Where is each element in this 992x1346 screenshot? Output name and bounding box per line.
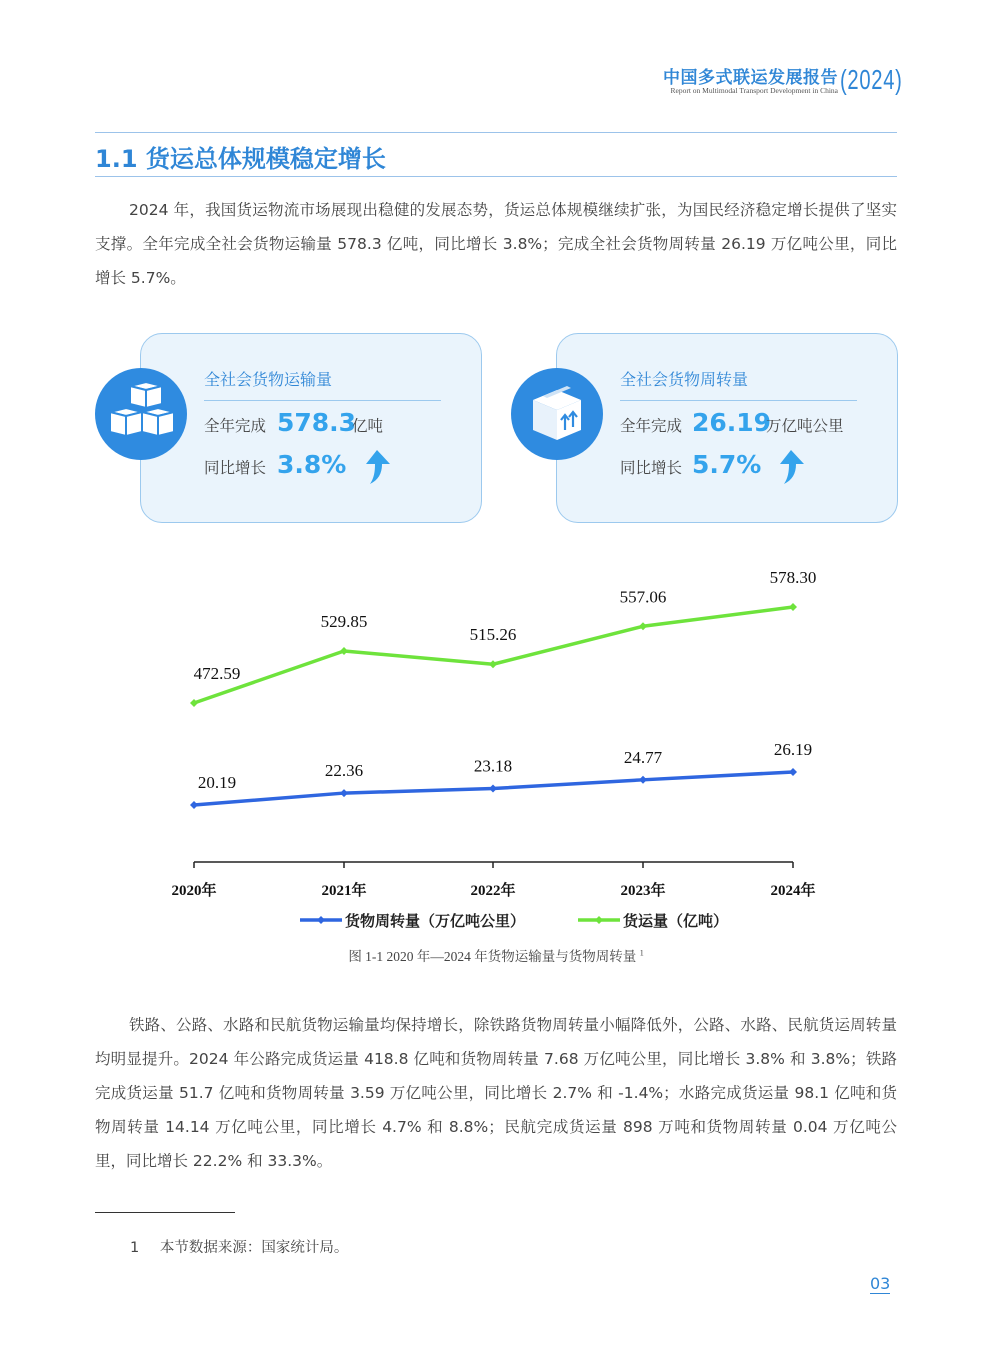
figure-caption bbox=[0, 945, 992, 965]
data-label: 22.36 bbox=[324, 761, 364, 781]
x-tick-label: 2021年 bbox=[321, 883, 367, 899]
caption-footnote-ref: 1 bbox=[639, 948, 644, 958]
section-title: 1.1 货运总体规模稳定增长 bbox=[95, 145, 386, 173]
data-label: 20.19 bbox=[197, 773, 237, 792]
report-title: 中国多式联运发展报告 bbox=[663, 68, 838, 88]
x-tick-label: 2024年 bbox=[770, 883, 816, 899]
data-point bbox=[639, 622, 647, 630]
page-number: 03 bbox=[870, 1274, 891, 1293]
card-prefix: 全年完成 bbox=[620, 417, 683, 435]
data-label: 23.18 bbox=[473, 756, 513, 776]
legend-label: 货物周转量（万亿吨公里） bbox=[345, 912, 526, 930]
legend-marker bbox=[317, 916, 325, 924]
footnote-text: 本节数据来源：国家统计局。 bbox=[159, 1240, 349, 1256]
arrow-up-icon bbox=[362, 448, 392, 486]
series-line bbox=[194, 607, 793, 703]
data-point bbox=[789, 768, 797, 776]
card-unit: 亿吨 bbox=[352, 417, 384, 435]
data-point bbox=[639, 776, 647, 784]
report-year: (2024) bbox=[840, 64, 903, 95]
card-growth-label: 同比增长 bbox=[620, 459, 683, 477]
x-tick-label: 2022年 bbox=[470, 883, 516, 899]
legend-marker bbox=[595, 916, 603, 924]
data-label: 24.77 bbox=[623, 747, 663, 767]
footnote-rule bbox=[95, 1212, 235, 1213]
freight-line-chart bbox=[0, 560, 992, 940]
report-subtitle: Report on Multimodal Transport Development in China bbox=[670, 86, 838, 95]
data-point bbox=[489, 785, 497, 793]
data-label: 557.06 bbox=[619, 587, 667, 607]
stacked-boxes-icon bbox=[95, 368, 187, 460]
section-rule bbox=[95, 176, 897, 177]
card-prefix: 全年完成 bbox=[204, 417, 267, 435]
card-value: 578.3 bbox=[277, 408, 357, 437]
footnote-number: 1 bbox=[130, 1240, 140, 1256]
data-label: 26.19 bbox=[773, 740, 813, 759]
x-tick-label: 2020年 bbox=[171, 883, 217, 899]
card-growth-label: 同比增长 bbox=[204, 459, 267, 477]
package-box-icon bbox=[511, 368, 603, 460]
arrow-up-icon bbox=[776, 448, 806, 486]
card-growth-value: 3.8% bbox=[277, 450, 347, 479]
data-label: 529.85 bbox=[320, 611, 368, 631]
body-paragraph: 铁路、公路、水路和民航货物运输量均保持增长，除铁路货物周转量小幅降低外，公路、水路、民航货运周转量均明显提升。2024 年公路完成货运量 418.8 亿吨和货物周转量 7.68 万亿吨公里，同比增长 3.8% 和 3.8%；铁路完成货运量 51.7 亿吨和货物周转量 3.59 万亿吨公里，同比增长 2.7% 和 -1.4%；水路完成货运量 98.1 亿吨和货物周转量 14.14 万亿吨公里，同比增长 4.7% 和 8.8%；民航完成货运量 898 万吨和货物周转量 0.04 万亿吨公里，同比增长 22.2% 和 33.3%。 bbox=[95, 1016, 897, 1170]
x-tick-label: 2023年 bbox=[620, 883, 666, 899]
legend-label: 货运量（亿吨） bbox=[623, 912, 729, 930]
data-point bbox=[190, 801, 198, 809]
caption-text: 图 1-1 2020 年—2024 年货物运输量与货物周转量 bbox=[348, 949, 637, 964]
card-value: 26.19 bbox=[692, 408, 772, 437]
data-point bbox=[489, 660, 497, 668]
card-title-turnover: 全社会货物周转量 bbox=[620, 370, 749, 389]
header-rule bbox=[95, 132, 897, 133]
data-point bbox=[789, 603, 797, 611]
card-divider bbox=[204, 400, 441, 401]
card-growth-value: 5.7% bbox=[692, 450, 762, 479]
data-label: 578.30 bbox=[769, 568, 817, 587]
data-label: 472.59 bbox=[193, 664, 241, 683]
data-point bbox=[340, 789, 348, 797]
card-unit: 万亿吨公里 bbox=[766, 417, 844, 435]
card-title-volume: 全社会货物运输量 bbox=[204, 370, 333, 389]
footnote bbox=[130, 1236, 348, 1257]
intro-paragraph: 2024 年，我国货运物流市场展现出稳健的发展态势，货运总体规模继续扩张，为国民经济稳定增长提供了坚实支撑。全年完成全社会货物运输量 578.3 亿吨，同比增长 3.8%；完成全社会货物周转量 26.19 万亿吨公里，同比增长 5.7%。 bbox=[95, 201, 897, 287]
data-label: 515.26 bbox=[469, 625, 517, 645]
card-divider bbox=[620, 400, 857, 401]
